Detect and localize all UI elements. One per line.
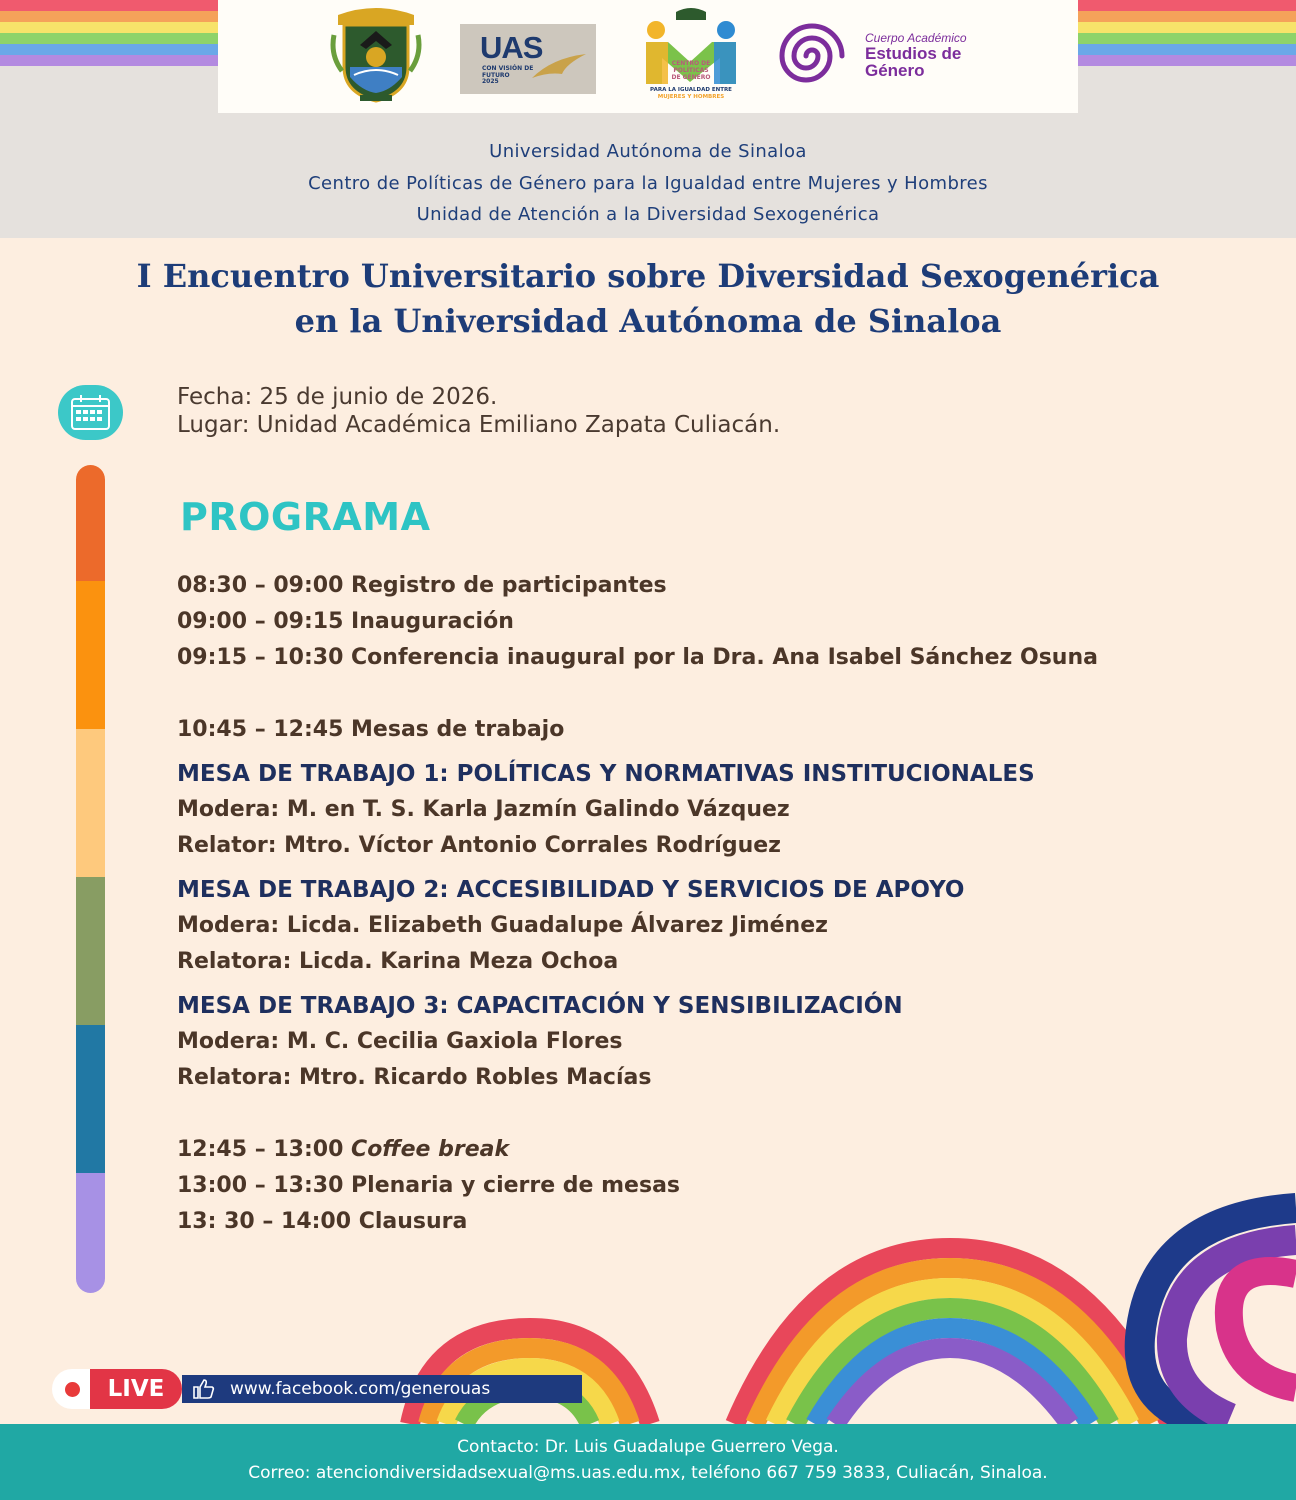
color-timeline-bar — [76, 465, 105, 1293]
rainbow-stripes-left — [0, 0, 218, 66]
mesa-2-title: MESA DE TRABAJO 2: ACCESIBILIDAD Y SERVICIOS DE APOYO — [177, 877, 965, 903]
centro-logo-bottom — [638, 87, 744, 101]
coffee-time: 12:45 – 13:00 — [177, 1137, 352, 1162]
cuerpo-big-1: Estudios de — [865, 44, 962, 63]
footer-contacto: Contacto: Dr. Luis Guadalupe Guerrero Vega. — [457, 1437, 839, 1457]
cuerpo-academico-text — [865, 31, 967, 79]
uas-vision-logo — [460, 24, 596, 94]
schedule-conferencia: 09:15 – 10:30 Conferencia inaugural por la Dra. Ana Isabel Sánchez Osuna — [177, 645, 1098, 670]
coffee-label: Coffee break — [351, 1137, 510, 1162]
mesa-2-modera: Modera: Licda. Elizabeth Guadalupe Álvarez Jiménez — [177, 913, 828, 938]
centro-logo-text — [656, 60, 726, 81]
spiral-logo-icon — [770, 22, 854, 90]
event-title-line-2: en la Universidad Autónoma de Sinaloa — [294, 302, 1002, 340]
event-date: Fecha: 25 de junio de 2026. — [177, 384, 498, 410]
event-location: Lugar: Unidad Académica Emiliano Zapata Culiacán. — [177, 412, 781, 438]
bar-segment-purple — [76, 1173, 105, 1293]
live-banner[interactable] — [52, 1369, 582, 1409]
bar-segment-orange — [76, 581, 105, 729]
cuerpo-big-2: Género — [865, 61, 925, 80]
logo-card — [218, 0, 1078, 113]
rainbow-stripes-right — [1078, 0, 1296, 66]
header-line-unidad: Unidad de Atención a la Diversidad Sexogenérica — [416, 204, 880, 225]
schedule-coffee — [177, 1132, 1098, 1168]
schedule-mesas: 10:45 – 12:45 Mesas de trabajo — [177, 717, 565, 742]
mesa-3-title: MESA DE TRABAJO 3: CAPACITACIÓN Y SENSIBILIZACIÓN — [177, 993, 903, 1019]
schedule-inauguracion: 09:00 – 09:15 Inauguración — [177, 609, 514, 634]
facebook-url[interactable]: www.facebook.com/generouas — [230, 1379, 491, 1399]
event-info — [177, 383, 780, 439]
mesa-1-relator: Relator: Mtro. Víctor Antonio Corrales Rodríguez — [177, 833, 781, 858]
schedule-gap — [177, 676, 1098, 712]
eagle-icon — [532, 52, 586, 82]
centro-line-1: CENTRO DE — [671, 60, 711, 67]
mesa-1-modera: Modera: M. en T. S. Karla Jazmín Galindo Vázquez — [177, 797, 790, 822]
footer-correo: Correo: atenciondiversidadsexual@ms.uas.edu.mx, teléfono 667 759 3833, Culiacán, Sinaloa. — [248, 1462, 1048, 1483]
institution-header — [0, 136, 1296, 231]
mesa-1-title: MESA DE TRABAJO 1: POLÍTICAS Y NORMATIVAS INSTITUCIONALES — [177, 761, 1035, 787]
calendar-icon — [70, 394, 111, 431]
live-dot-icon — [65, 1382, 80, 1397]
header-line-centro: Centro de Políticas de Género para la Igualdad entre Mujeres y Hombres — [308, 172, 988, 194]
centro-line-3: DE GÉNERO — [671, 74, 711, 81]
mesa-3-relator: Relatora: Mtro. Ricardo Robles Macías — [177, 1065, 652, 1090]
event-title-line-1: I Encuentro Universitario sobre Diversidad Sexogenérica — [136, 257, 1160, 295]
mesa-3-modera: Modera: M. C. Cecilia Gaxiola Flores — [177, 1029, 623, 1054]
bar-segment-yellow — [76, 729, 105, 877]
programa-schedule — [177, 568, 1098, 1240]
uas-sub-2: FUTURO — [482, 71, 510, 79]
schedule-registro: 08:30 – 09:00 Registro de participantes — [177, 573, 667, 598]
schedule-gap-2 — [177, 1096, 1098, 1132]
uas-logo-subtitle — [482, 66, 533, 86]
mesa-2-relator: Relatora: Licda. Karina Meza Ochoa — [177, 949, 619, 974]
schedule-plenaria: 13:00 – 13:30 Plenaria y cierre de mesas — [177, 1173, 681, 1198]
bar-segment-blue — [76, 1025, 105, 1173]
header-line-university: Universidad Autónoma de Sinaloa — [489, 141, 807, 162]
cuerpo-small: Cuerpo Académico — [865, 31, 967, 45]
facebook-link[interactable] — [182, 1375, 582, 1403]
centro-line-2: POLÍTICAS — [673, 67, 709, 74]
uas-shield-logo — [330, 5, 422, 105]
centro-bottom-1: PARA LA IGUALDAD ENTRE — [650, 87, 732, 93]
uas-logo-text: UAS — [480, 30, 543, 65]
event-title — [0, 254, 1296, 344]
programa-heading: PROGRAMA — [180, 495, 431, 539]
centro-bottom-2: MUJERES Y HOMBRES — [657, 94, 725, 100]
calendar-badge — [58, 385, 123, 440]
contact-footer — [0, 1424, 1296, 1500]
bar-segment-red — [76, 465, 105, 581]
uas-sub-1: CON VISIÓN DE — [482, 65, 534, 72]
uas-sub-3: 2025 — [482, 78, 499, 85]
centro-politicas-logo — [638, 6, 744, 104]
schedule-clausura: 13: 30 – 14:00 Clausura — [177, 1209, 468, 1234]
live-label: LIVE — [90, 1369, 182, 1409]
bar-segment-green — [76, 877, 105, 1025]
thumbs-up-icon — [192, 1378, 216, 1400]
